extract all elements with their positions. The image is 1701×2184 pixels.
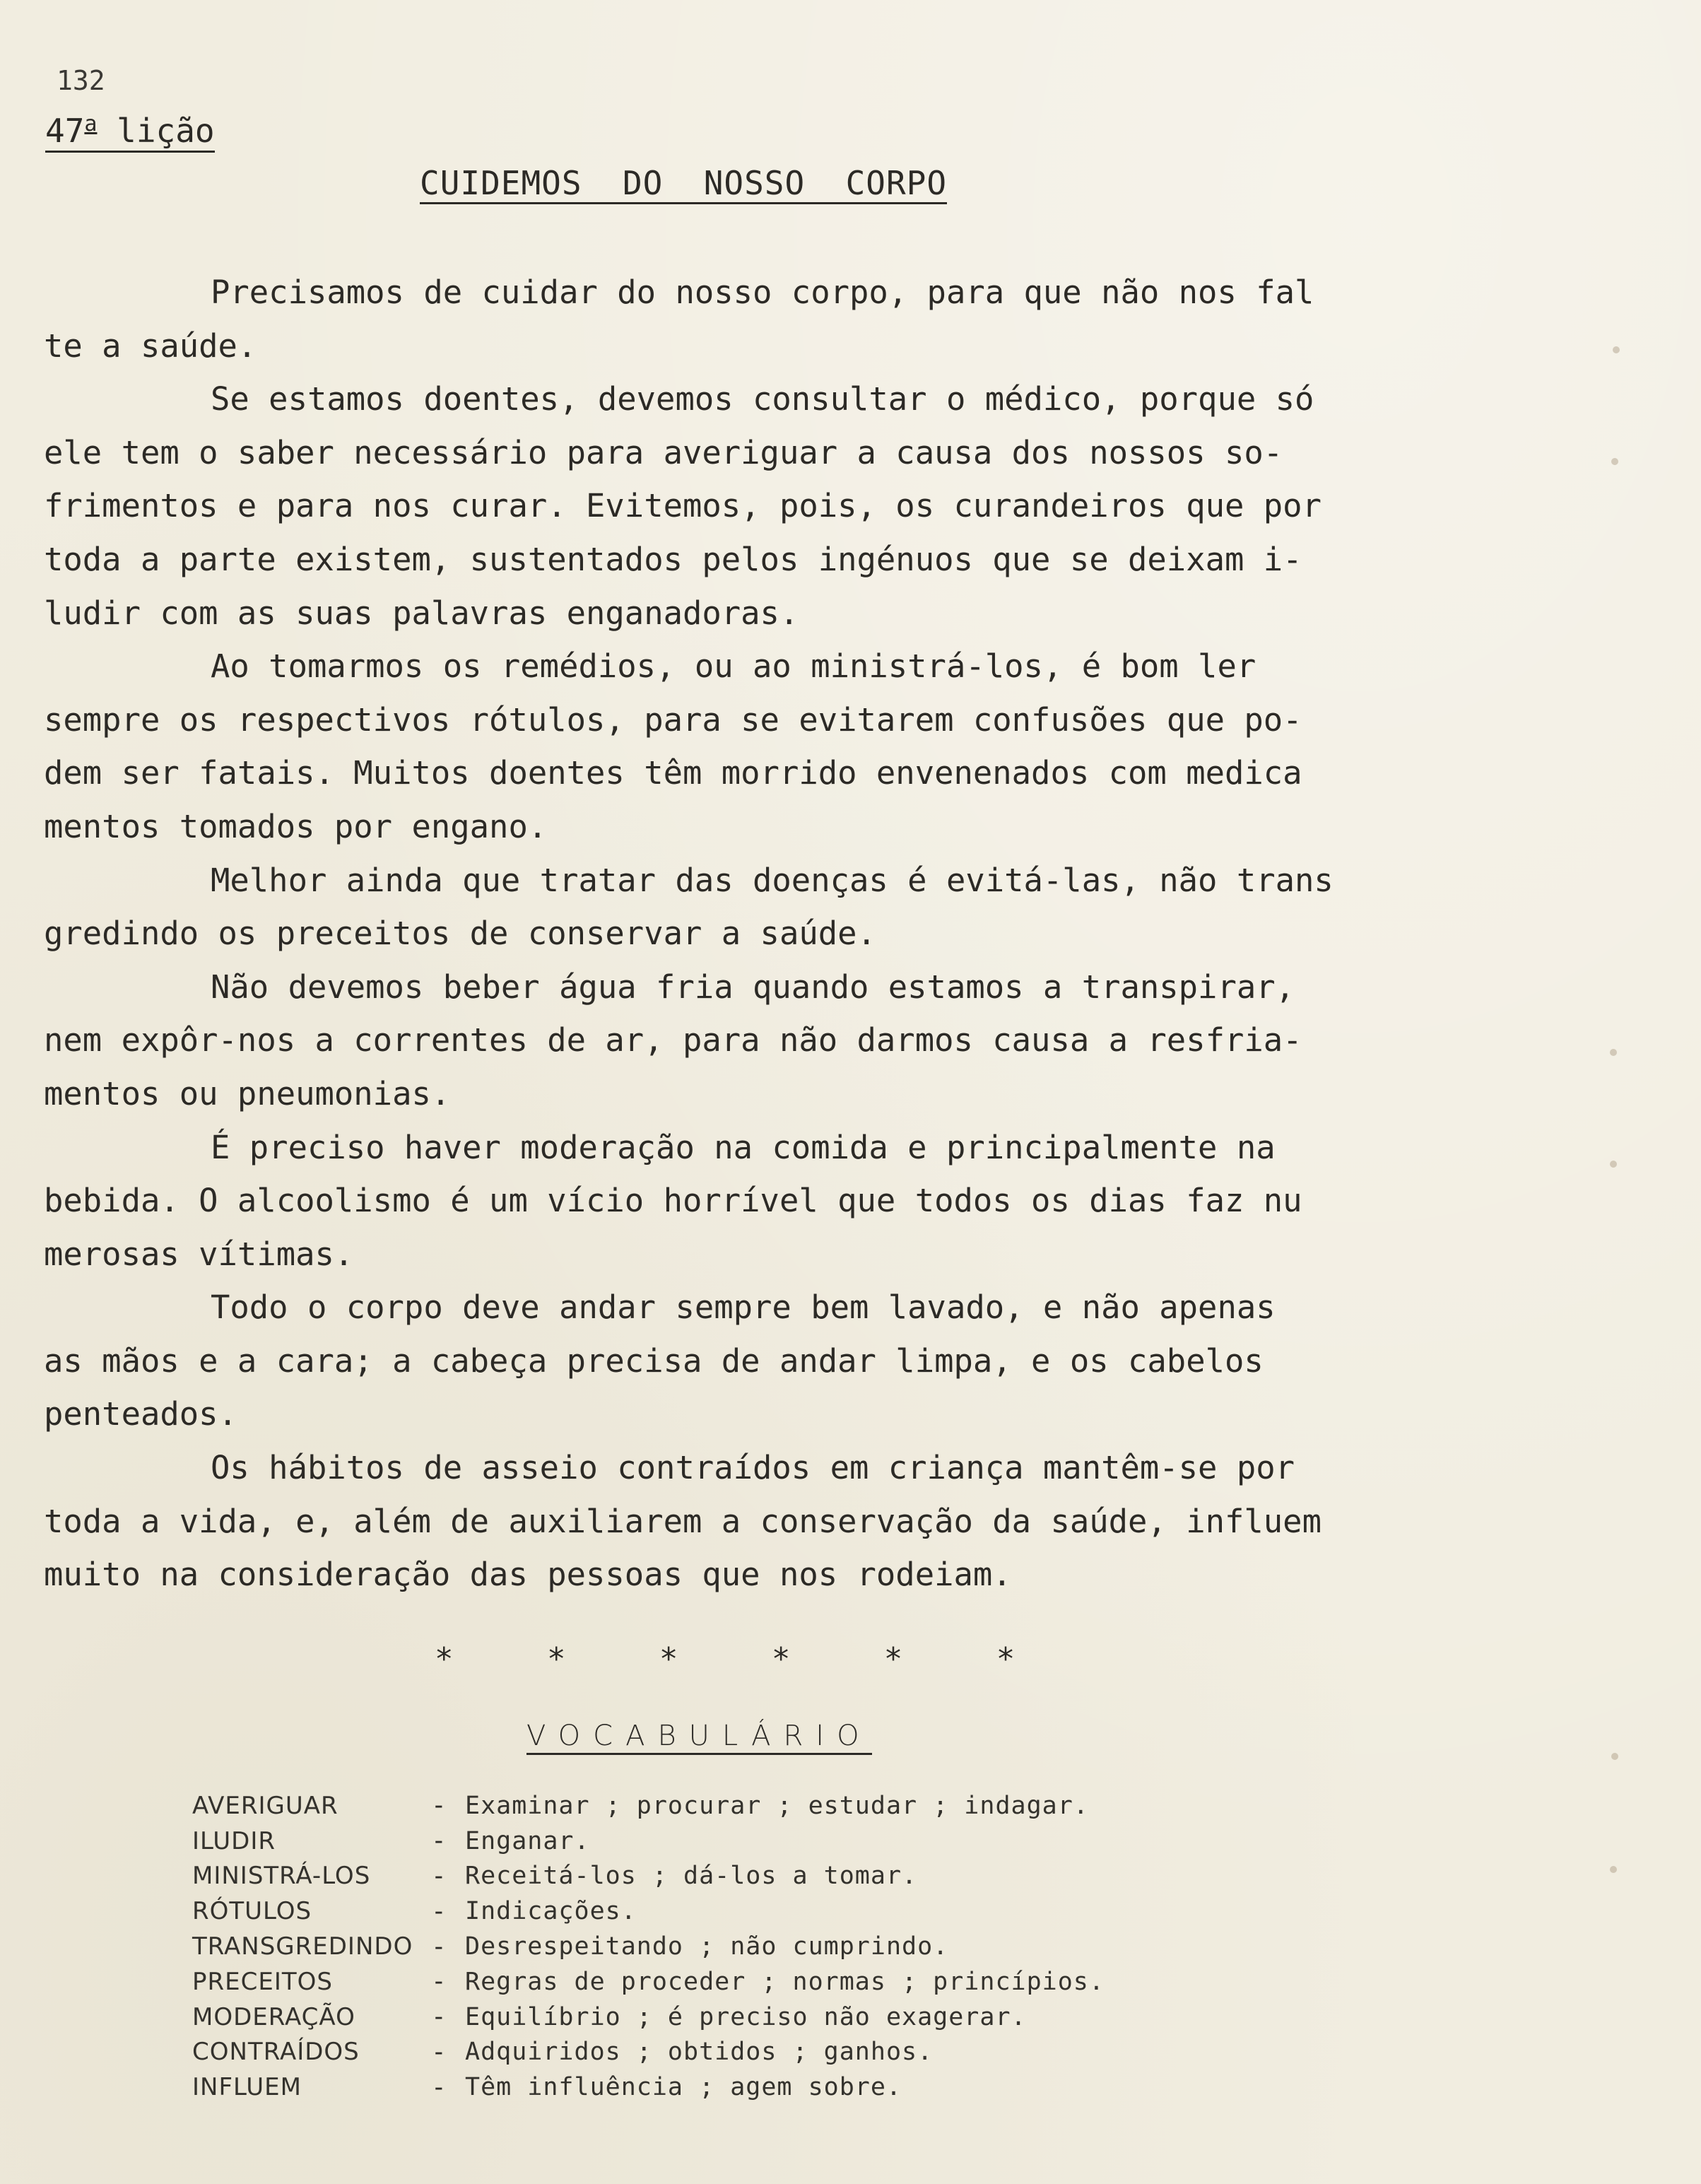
- vocabulary-definition: Indicações.: [465, 1897, 637, 1926]
- vocabulary-entry: [192, 1859, 1464, 1894]
- vocabulary-term: MINISTRÁ-LOS: [192, 1862, 371, 1891]
- lesson-ordinal: a: [84, 112, 98, 136]
- paper-mark: [1610, 1049, 1617, 1056]
- vocabulary-term: CONTRAÍDOS: [192, 2038, 360, 2067]
- body-line: muito na consideração das pessoas que nos rodeiam.: [44, 1556, 1012, 1594]
- body-line: frimentos e para nos curar. Evitemos, pois, os curandeiros que por: [44, 487, 1322, 525]
- vocabulary-entry: [192, 1788, 1464, 1824]
- body-line: sempre os respectivos rótulos, para se evitarem confusões que po-: [44, 700, 1302, 739]
- vocabulary-term: AVERIGUAR: [192, 1791, 339, 1820]
- vocabulary-definition: Desrespeitando ; não cumprindo.: [465, 1932, 949, 1961]
- body-line: penteados.: [44, 1395, 237, 1433]
- vocabulary-term: TRANSGREDINDO: [192, 1932, 413, 1961]
- body-line: Ao tomarmos os remédios, ou ao ministrá-los, é bom ler: [211, 647, 1256, 686]
- body-line: toda a vida, e, além de auxiliarem a conservação da saúde, influem: [44, 1502, 1322, 1540]
- lesson-number-value: 47: [45, 112, 85, 150]
- vocabulary-definition: Examinar ; procurar ; estudar ; indagar.: [465, 1791, 1089, 1820]
- lesson-number: [45, 106, 215, 153]
- vocabulary-definition: Enganar.: [465, 1826, 590, 1855]
- vocabulary-term: ILUDIR: [192, 1826, 276, 1855]
- vocabulary-dash: -: [431, 2002, 447, 2032]
- vocabulary-entry: [192, 2035, 1464, 2070]
- vocabulary-entry: [192, 1964, 1464, 2000]
- body-line: É preciso haver moderação na comida e principalmente na: [211, 1128, 1276, 1166]
- vocabulary-entry: [192, 1894, 1464, 1929]
- vocabulary-definition: Receitá-los ; dá-los a tomar.: [465, 1862, 918, 1891]
- body-line: dem ser fatais. Muitos doentes têm morrido envenenados com medica: [44, 754, 1302, 792]
- vocabulary-term: RÓTULOS: [192, 1897, 312, 1926]
- vocabulary-dash: -: [431, 2072, 447, 2102]
- vocabulary-term: INFLUEM: [192, 2073, 302, 2102]
- page-number: 132: [57, 65, 105, 96]
- vocabulary-definition: Adquiridos ; obtidos ; ganhos.: [465, 2038, 934, 2067]
- vocabulary-title: VOCABULÁRIO: [526, 1719, 872, 1755]
- body-line: merosas vítimas.: [44, 1235, 354, 1273]
- vocabulary-entry: [192, 1929, 1464, 1964]
- paper-mark: [1610, 1866, 1617, 1873]
- body-line: Não devemos beber água fria quando estamos a transpirar,: [211, 968, 1295, 1006]
- body-line: as mãos e a cara; a cabeça precisa de andar limpa, e os cabelos: [44, 1341, 1264, 1380]
- paper-mark: [1613, 346, 1620, 353]
- section-separator: * * * * * *: [435, 1641, 1016, 1677]
- lesson-body: [44, 266, 1429, 1602]
- paper-mark: [1611, 458, 1618, 465]
- vocabulary-definition: Equilíbrio ; é preciso não exagerar.: [465, 2002, 1027, 2031]
- body-line: mentos tomados por engano.: [44, 807, 548, 845]
- vocabulary-dash: -: [431, 1826, 447, 1856]
- body-line: Precisamos de cuidar do nosso corpo, para que não nos fal: [211, 274, 1314, 311]
- vocabulary-definition: Têm influência ; agem sobre.: [465, 2073, 902, 2102]
- body-line: Os hábitos de asseio contraídos em criança mantêm-se por: [211, 1449, 1295, 1487]
- vocabulary-dash: -: [431, 1967, 447, 1997]
- body-line: toda a parte existem, sustentados pelos ingénuos que se deixam i-: [44, 540, 1302, 578]
- vocabulary-entry: [192, 2069, 1464, 2105]
- body-line: Se estamos doentes, devemos consultar o médico, porque só: [211, 380, 1314, 418]
- vocabulary-entry: [192, 1824, 1464, 1859]
- vocabulary-term: PRECEITOS: [192, 1967, 333, 1996]
- page-title: CUIDEMOS DO NOSSO CORPO: [420, 164, 947, 204]
- vocabulary-dash: -: [431, 1791, 447, 1821]
- vocabulary-dash: -: [431, 1861, 447, 1891]
- body-line: ele tem o saber necessário para averiguar a causa dos nossos so-: [44, 433, 1283, 471]
- vocabulary-term: MODERAÇÃO: [192, 2002, 355, 2031]
- body-line: mentos ou pneumonias.: [44, 1074, 451, 1112]
- body-line: nem expôr-nos a correntes de ar, para não darmos causa a resfria-: [44, 1021, 1302, 1059]
- body-line: te a saúde.: [44, 327, 257, 365]
- vocabulary-definition: Regras de proceder ; normas ; princípios.: [465, 1967, 1105, 1996]
- vocabulary-entry: [192, 2000, 1464, 2035]
- body-line: bebida. O alcoolismo é um vício horrível que todos os dias faz nu: [44, 1182, 1302, 1220]
- vocabulary-dash: -: [431, 2037, 447, 2067]
- paper-mark: [1611, 1753, 1618, 1760]
- vocabulary-dash: -: [431, 1896, 447, 1926]
- vocabulary-list: [192, 1788, 1464, 2105]
- body-line: ludir com as suas palavras enganadoras.: [44, 594, 799, 632]
- body-line: gredindo os preceitos de conservar a saúde.: [44, 915, 876, 953]
- body-line: Melhor ainda que tratar das doenças é evitá-las, não trans: [211, 861, 1334, 899]
- paper-mark: [1610, 1161, 1617, 1168]
- lesson-word: lição: [117, 112, 215, 150]
- body-line: Todo o corpo deve andar sempre bem lavado, e não apenas: [211, 1288, 1276, 1327]
- vocabulary-dash: -: [431, 1932, 447, 1961]
